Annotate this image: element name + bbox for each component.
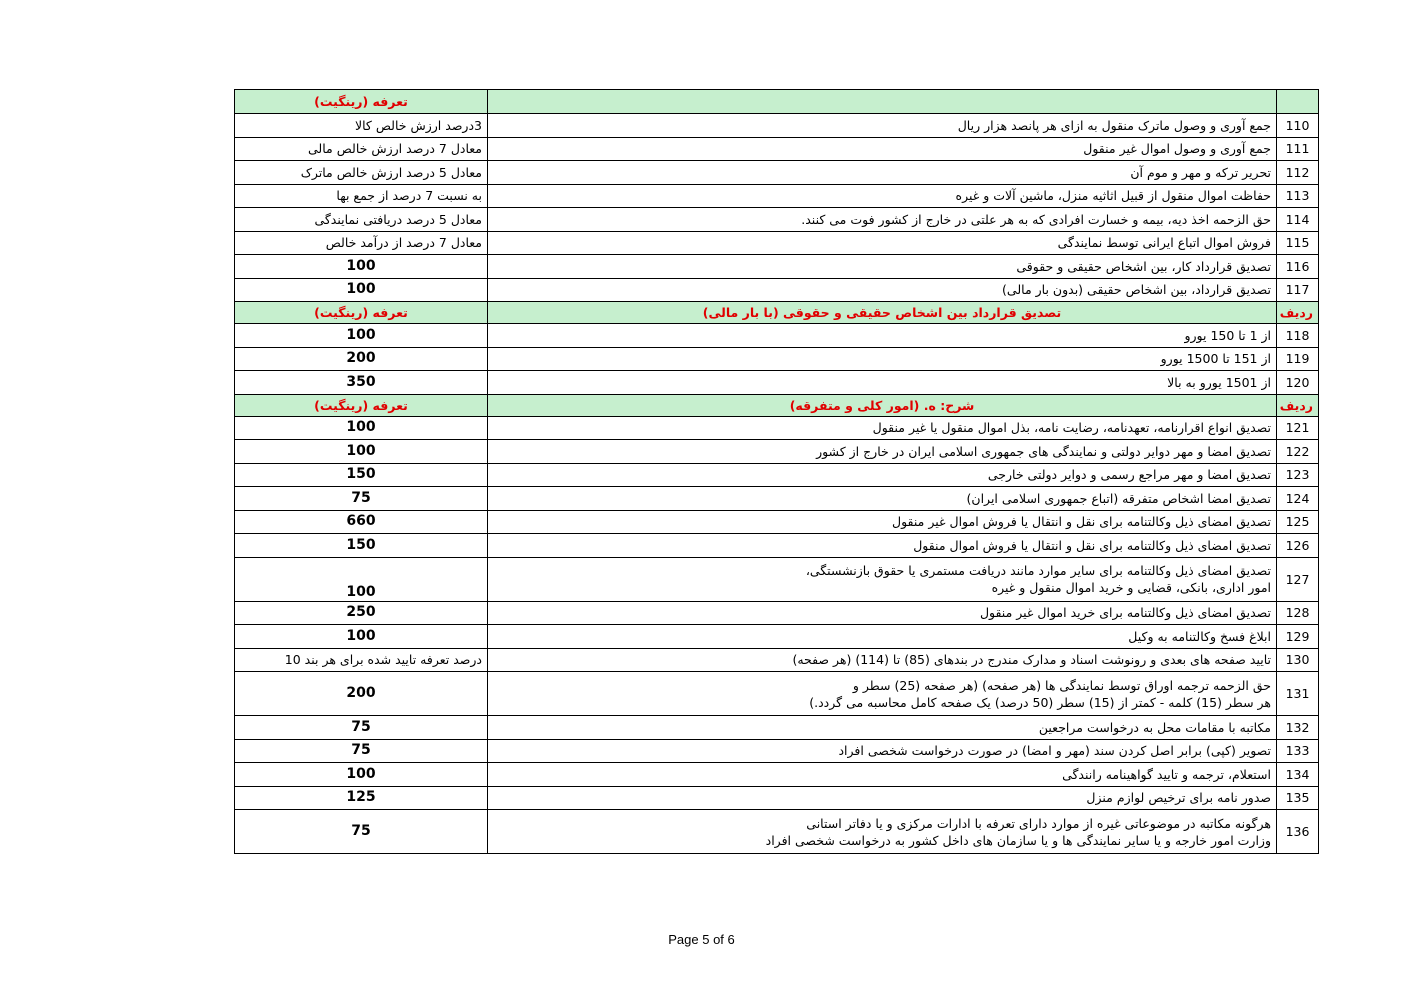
description-cell <box>488 557 1277 601</box>
row-number-cell: 124 <box>1277 487 1319 511</box>
fee-cell: 100 <box>235 324 488 348</box>
description-line-1: تصدیق امضای ذیل وکالتنامه برای سایر موارد مانند دریافت مستمری یا حقوق بازنشستگی، <box>805 563 1271 578</box>
description-cell: استعلام، ترجمه و تایید گواهینامه رانندگی <box>488 763 1277 787</box>
table-row <box>235 625 1319 649</box>
table-row <box>235 231 1319 255</box>
fee-cell: معادل 5 درصد دریافتی نمایندگی <box>235 208 488 232</box>
row-number-cell: 126 <box>1277 534 1319 558</box>
table-row <box>235 278 1319 302</box>
fee-cell: 200 <box>235 347 488 371</box>
table-row <box>235 416 1319 440</box>
page-footer: Page 5 of 6 <box>668 932 735 947</box>
table-row <box>235 716 1319 740</box>
description-cell: تحریر ترکه و مهر و موم آن <box>488 161 1277 185</box>
fee-cell: 100 <box>235 416 488 440</box>
fee-header-cell: تعرفه (رینگیت) <box>235 394 488 416</box>
fee-cell: به نسبت 7 درصد از جمع بها <box>235 184 488 208</box>
fee-cell: 200 <box>235 672 488 716</box>
row-number-cell: 131 <box>1277 672 1319 716</box>
table-row <box>235 371 1319 395</box>
table-row <box>235 739 1319 763</box>
fee-cell: 100 <box>235 763 488 787</box>
description-cell <box>488 672 1277 716</box>
fee-cell: 100 <box>235 557 488 601</box>
row-number-cell: 123 <box>1277 463 1319 487</box>
description-cell <box>488 90 1277 114</box>
row-number-cell: 113 <box>1277 184 1319 208</box>
row-number-cell: 110 <box>1277 114 1319 138</box>
table-row <box>235 208 1319 232</box>
fee-cell: 75 <box>235 810 488 854</box>
table-row <box>235 161 1319 185</box>
fee-cell: درصد تعرفه تایید شده برای هر بند 10 <box>235 648 488 672</box>
table-row <box>235 672 1319 716</box>
fee-header-cell: تعرفه (رینگیت) <box>235 302 488 324</box>
table-header-row <box>235 302 1319 324</box>
fee-cell: 75 <box>235 739 488 763</box>
description-cell: شرح: ه. (امور کلی و متفرقه) <box>488 394 1277 416</box>
fee-cell: 3درصد ارزش خالص کالا <box>235 114 488 138</box>
table-row <box>235 510 1319 534</box>
row-number-cell: 111 <box>1277 137 1319 161</box>
table-row <box>235 255 1319 279</box>
table-row <box>235 487 1319 511</box>
row-number-cell: 115 <box>1277 231 1319 255</box>
description-cell: تصدیق امضای ذیل وکالتنامه برای نقل و انتقال یا فروش اموال غیر منقول <box>488 510 1277 534</box>
table-row <box>235 184 1319 208</box>
description-cell: مکاتبه با مقامات محل به درخواست مراجعین <box>488 716 1277 740</box>
description-cell: جمع آوری و وصول ماترک منقول به ازای هر پانصد هزار ریال <box>488 114 1277 138</box>
row-number-cell: 122 <box>1277 440 1319 464</box>
fee-cell: معادل 7 درصد ارزش خالص مالی <box>235 137 488 161</box>
description-cell: صدور نامه برای ترخیص لوازم منزل <box>488 786 1277 810</box>
row-number-cell: 112 <box>1277 161 1319 185</box>
fee-header-cell: تعرفه (رینگیت) <box>235 90 488 114</box>
description-cell: جمع آوری و وصول اموال غیر منقول <box>488 137 1277 161</box>
table-row <box>235 601 1319 625</box>
description-cell: فروش اموال اتباع ایرانی توسط نمایندگی <box>488 231 1277 255</box>
description-cell: تصدیق امضای ذیل وکالتنامه برای نقل و انتقال یا فروش اموال منقول <box>488 534 1277 558</box>
row-number-cell: 119 <box>1277 347 1319 371</box>
description-cell: ابلاغ فسخ وکالتنامه به وکیل <box>488 625 1277 649</box>
description-cell: حق الزحمه اخذ دیه، بیمه و خسارت افرادی که به هر علتی در خارج از کشور فوت می کنند. <box>488 208 1277 232</box>
table-row <box>235 137 1319 161</box>
description-cell: از 1501 یورو به بالا <box>488 371 1277 395</box>
description-cell: تصدیق قرارداد، بین اشخاص حقیقی (بدون بار مالی) <box>488 278 1277 302</box>
row-number-cell: 125 <box>1277 510 1319 534</box>
row-number-cell: 135 <box>1277 786 1319 810</box>
table-row <box>235 810 1319 854</box>
row-number-cell: 133 <box>1277 739 1319 763</box>
row-number-cell: 118 <box>1277 324 1319 348</box>
description-cell: از 151 تا 1500 یورو <box>488 347 1277 371</box>
fee-cell: معادل 5 درصد ارزش خالص ماترک <box>235 161 488 185</box>
table-row <box>235 763 1319 787</box>
table-row <box>235 786 1319 810</box>
row-number-cell: ردیف <box>1277 302 1319 324</box>
fee-cell: 100 <box>235 625 488 649</box>
row-number-cell: 130 <box>1277 648 1319 672</box>
description-cell: تصدیق قرارداد بین اشخاص حقیقی و حقوقی (با بار مالی) <box>488 302 1277 324</box>
table-row <box>235 324 1319 348</box>
row-number-cell: 114 <box>1277 208 1319 232</box>
row-number-cell: 117 <box>1277 278 1319 302</box>
fee-cell: 75 <box>235 716 488 740</box>
fee-cell: 100 <box>235 255 488 279</box>
fee-table <box>234 89 1319 854</box>
table-row <box>235 114 1319 138</box>
description-cell: تایید صفحه های بعدی و رونوشت اسناد و مدارک مندرج در بندهای (85) تا (114) (هر صفحه) <box>488 648 1277 672</box>
fee-cell: 250 <box>235 601 488 625</box>
row-number-cell: 136 <box>1277 810 1319 854</box>
fee-cell: 125 <box>235 786 488 810</box>
fee-cell: معادل 7 درصد از درآمد خالص <box>235 231 488 255</box>
row-number-cell: 128 <box>1277 601 1319 625</box>
row-number-cell: 129 <box>1277 625 1319 649</box>
row-number-cell: 132 <box>1277 716 1319 740</box>
table-row <box>235 347 1319 371</box>
row-number-cell: ردیف <box>1277 394 1319 416</box>
description-line-1: حق الزحمه ترجمه اوراق توسط نمایندگی ها (هر صفحه) (هر صفحه (25) سطر و <box>852 677 1271 693</box>
table-row <box>235 648 1319 672</box>
fee-cell: 75 <box>235 487 488 511</box>
table-header-row <box>235 90 1319 114</box>
fee-cell: 350 <box>235 371 488 395</box>
row-number-cell: 120 <box>1277 371 1319 395</box>
description-cell: تصدیق انواع اقرارنامه، تعهدنامه، رضایت نامه، بذل اموال منقول یا غیر منقول <box>488 416 1277 440</box>
description-line-2: وزارت امور خارجه و یا سایر نمایندگی ها و یا سازمان های داخل کشور به درخواست شخصی افراد <box>765 832 1271 848</box>
fee-cell: 100 <box>235 278 488 302</box>
row-number-cell <box>1277 90 1319 114</box>
row-number-cell: 127 <box>1277 557 1319 601</box>
description-cell: تصدیق قرارداد کار، بین اشخاص حقیقی و حقوقی <box>488 255 1277 279</box>
table-row <box>235 440 1319 464</box>
description-cell <box>488 810 1277 854</box>
description-line-1: هرگونه مکاتبه در موضوعاتی غیره از موارد دارای تعرفه با ادارات مرکزی و یا دفاتر استانی <box>806 815 1271 831</box>
row-number-cell: 134 <box>1277 763 1319 787</box>
table-row <box>235 534 1319 558</box>
description-cell: تصدیق امضا و مهر دوایر دولتی و نمایندگی های جمهوری اسلامی ایران در خارج از کشور <box>488 440 1277 464</box>
table-row <box>235 557 1319 601</box>
description-line-2: امور اداری، بانکی، قضایی و خرید اموال منقول و غیره <box>991 580 1271 595</box>
fee-cell: 100 <box>235 440 488 464</box>
table-header-row <box>235 394 1319 416</box>
row-number-cell: 116 <box>1277 255 1319 279</box>
description-line-2: هر سطر (15) کلمه - کمتر از (15) سطر (50 درصد) یک صفحه کامل محاسبه می گردد.) <box>809 694 1271 710</box>
description-cell: تصویر (کپی) برابر اصل کردن سند (مهر و امضا) در صورت درخواست شخصی افراد <box>488 739 1277 763</box>
description-cell: تصدیق امضا و مهر مراجع رسمی و دوایر دولتی خارجی <box>488 463 1277 487</box>
table-row <box>235 463 1319 487</box>
description-cell: حفاظت اموال منقول از قبیل اثاثیه منزل، ماشین آلات و غیره <box>488 184 1277 208</box>
row-number-cell: 121 <box>1277 416 1319 440</box>
fee-cell: 150 <box>235 534 488 558</box>
description-cell: تصدیق امضا اشخاص متفرقه (اتباع جمهوری اسلامی ایران) <box>488 487 1277 511</box>
description-cell: تصدیق امضای ذیل وکالتنامه برای خرید اموال غیر منقول <box>488 601 1277 625</box>
fee-cell: 150 <box>235 463 488 487</box>
description-cell: از 1 تا 150 یورو <box>488 324 1277 348</box>
fee-cell: 660 <box>235 510 488 534</box>
